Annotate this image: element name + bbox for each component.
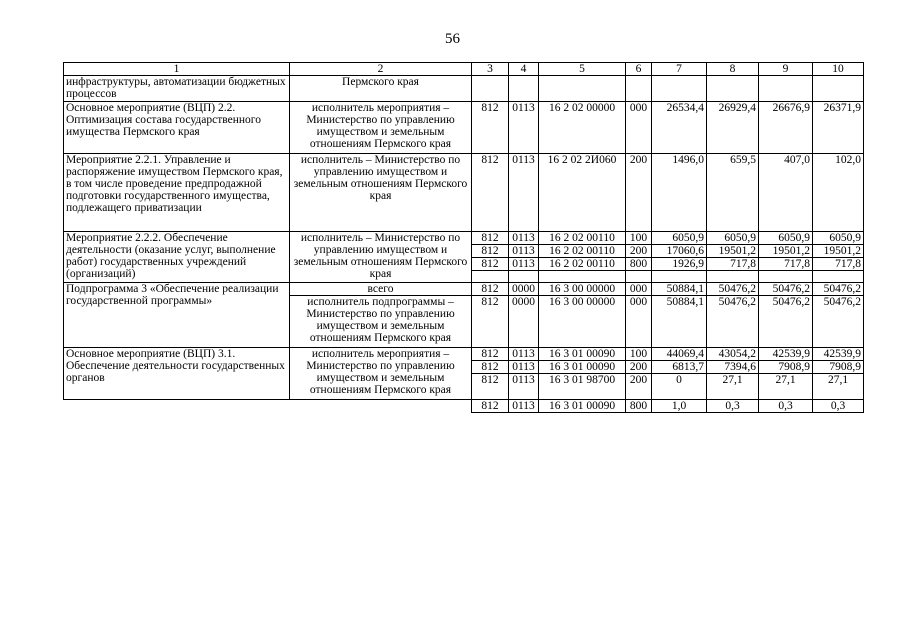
cell-rz: 0113 [509, 361, 539, 374]
cell-v8: 50476,2 [707, 296, 759, 348]
row-executor-total: всего [290, 283, 472, 296]
cell-vr: 100 [626, 232, 652, 245]
cell-v9: 407,0 [759, 154, 813, 232]
cell-v9: 0,3 [759, 400, 813, 413]
header-row [64, 63, 864, 76]
cell-v7: 44069,4 [652, 348, 707, 361]
cell-v7: 6050,9 [652, 232, 707, 245]
cell-v10: 26371,9 [813, 102, 864, 154]
cell-grbs: 812 [472, 154, 509, 232]
cell-csr: 16 3 01 00090 [539, 361, 626, 374]
col-header: 10 [813, 63, 864, 76]
cell-v8: 659,5 [707, 154, 759, 232]
cell-v9: 50476,2 [759, 296, 813, 348]
col-header: 2 [290, 63, 472, 76]
cell-csr: 16 3 01 00090 [539, 348, 626, 361]
cell-grbs: 812 [472, 232, 509, 245]
cell-vr: 000 [626, 296, 652, 348]
cell-v10: 27,1 [813, 374, 864, 400]
cell-grbs: 812 [472, 348, 509, 361]
cell-grbs: 812 [472, 296, 509, 348]
cell-v8: 0,3 [707, 400, 759, 413]
cell-grbs: 812 [472, 258, 509, 271]
table-row [64, 283, 864, 296]
cell-vr: 800 [626, 258, 652, 271]
row-executor: исполнитель подпрограммы – Министерство по управлению имуществом и земельным отношениям Пермского края [290, 296, 472, 348]
cell-v8: 50476,2 [707, 283, 759, 296]
row-executor: исполнитель мероприятия – Министерство по управлению имуществом и земельным отношениям Пермского края [290, 102, 472, 154]
cell-csr: 16 2 02 00000 [539, 102, 626, 154]
cell-v7: 6813,7 [652, 361, 707, 374]
cell-v10: 19501,2 [813, 245, 864, 258]
cell-csr: 16 2 02 00110 [539, 245, 626, 258]
cell-v7: 1926,9 [652, 258, 707, 271]
table-row [64, 400, 864, 413]
cell-vr: 200 [626, 361, 652, 374]
row-name: инфраструктуры, автоматизации бюджетных процессов [64, 76, 290, 102]
row-executor: Пермского края [290, 76, 472, 102]
row-name: Мероприятие 2.2.1. Управление и распоряжение имуществом Пермского края, в том числе проведение предпродажной подготовки государственного имущества, подлежащего приватизации [64, 154, 290, 232]
col-header: 6 [626, 63, 652, 76]
col-header: 8 [707, 63, 759, 76]
row-name: Основное мероприятие (ВЦП) 3.1. Обеспечение деятельности государственных органов [64, 348, 290, 400]
row-executor: исполнитель мероприятия – Министерство по управлению имуществом и земельным отношениям Пермского края [290, 348, 472, 400]
cell-vr: 800 [626, 400, 652, 413]
cell-rz: 0113 [509, 102, 539, 154]
cell-v8: 26929,4 [707, 102, 759, 154]
cell-v8: 7394,6 [707, 361, 759, 374]
cell-vr: 000 [626, 102, 652, 154]
cell-rz: 0113 [509, 258, 539, 271]
blank-cell [64, 400, 290, 413]
cell-v9: 7908,9 [759, 361, 813, 374]
row-name: Мероприятие 2.2.2. Обеспечение деятельности (оказание услуг, выполнение работ) государственных учреждений (организаций) [64, 232, 290, 283]
cell-rz: 0113 [509, 245, 539, 258]
cell-vr: 200 [626, 374, 652, 400]
col-header: 5 [539, 63, 626, 76]
row-executor: исполнитель – Министерство по управлению имуществом и земельным отношениям Пермского края [290, 232, 472, 283]
col-header: 7 [652, 63, 707, 76]
cell-v9: 717,8 [759, 258, 813, 271]
cell-rz: 0000 [509, 296, 539, 348]
cell-v8: 19501,2 [707, 245, 759, 258]
cell-vr: 100 [626, 348, 652, 361]
blank-cell [290, 400, 472, 413]
cell-v8: 43054,2 [707, 348, 759, 361]
table-row [64, 102, 864, 154]
cell-v10: 0,3 [813, 400, 864, 413]
cell-v8: 27,1 [707, 374, 759, 400]
cell-v7: 26534,4 [652, 102, 707, 154]
table-row [64, 232, 864, 245]
table-row [64, 348, 864, 361]
cell-rz: 0113 [509, 348, 539, 361]
cell-rz: 0000 [509, 283, 539, 296]
cell-csr: 16 3 00 00000 [539, 283, 626, 296]
cell-v9: 42539,9 [759, 348, 813, 361]
row-name: Основное мероприятие (ВЦП) 2.2. Оптимизация состава государственного имущества Пермского края [64, 102, 290, 154]
cell-rz: 0113 [509, 400, 539, 413]
cell-vr: 200 [626, 245, 652, 258]
cell-v9: 50476,2 [759, 283, 813, 296]
cell-csr: 16 3 01 98700 [539, 374, 626, 400]
cell-grbs: 812 [472, 361, 509, 374]
cell-vr: 200 [626, 154, 652, 232]
cell-grbs: 812 [472, 102, 509, 154]
cell-v9: 26676,9 [759, 102, 813, 154]
cell-grbs: 812 [472, 283, 509, 296]
col-header: 3 [472, 63, 509, 76]
col-header: 4 [509, 63, 539, 76]
cell-grbs: 812 [472, 374, 509, 400]
table-row [64, 154, 864, 232]
cell-csr: 16 2 02 00110 [539, 232, 626, 245]
cell-v9: 6050,9 [759, 232, 813, 245]
cell-csr: 16 2 02 2И060 [539, 154, 626, 232]
col-header: 1 [64, 63, 290, 76]
cell-csr: 16 3 00 00000 [539, 296, 626, 348]
cell-v8: 717,8 [707, 258, 759, 271]
cell-v8: 6050,9 [707, 232, 759, 245]
cell-csr: 16 2 02 00110 [539, 258, 626, 271]
cell-v9: 19501,2 [759, 245, 813, 258]
cell-vr: 000 [626, 283, 652, 296]
cell-csr: 16 3 01 00090 [539, 400, 626, 413]
cell-v7: 1496,0 [652, 154, 707, 232]
cell-v10: 50476,2 [813, 283, 864, 296]
cell-v7: 50884,1 [652, 296, 707, 348]
cell-rz: 0113 [509, 154, 539, 232]
cell-grbs: 812 [472, 400, 509, 413]
cell-v10: 50476,2 [813, 296, 864, 348]
cell-v10: 102,0 [813, 154, 864, 232]
cell-v7: 50884,1 [652, 283, 707, 296]
page-number: 56 [445, 31, 460, 47]
table-row [64, 76, 864, 102]
row-name: Подпрограмма 3 «Обеспечение реализации государственной программы» [64, 283, 290, 348]
cell-v10: 717,8 [813, 258, 864, 271]
cell-rz: 0113 [509, 374, 539, 400]
cell-v7: 17060,6 [652, 245, 707, 258]
cell-v10: 6050,9 [813, 232, 864, 245]
budget-table [63, 62, 864, 413]
cell-v7: 0 [652, 374, 707, 400]
cell-v10: 7908,9 [813, 361, 864, 374]
row-executor: исполнитель – Министерство по управлению имуществом и земельным отношениям Пермского края [290, 154, 472, 232]
cell-grbs: 812 [472, 245, 509, 258]
cell-v9: 27,1 [759, 374, 813, 400]
cell-rz: 0113 [509, 232, 539, 245]
col-header: 9 [759, 63, 813, 76]
cell-v10: 42539,9 [813, 348, 864, 361]
cell-v7: 1,0 [652, 400, 707, 413]
